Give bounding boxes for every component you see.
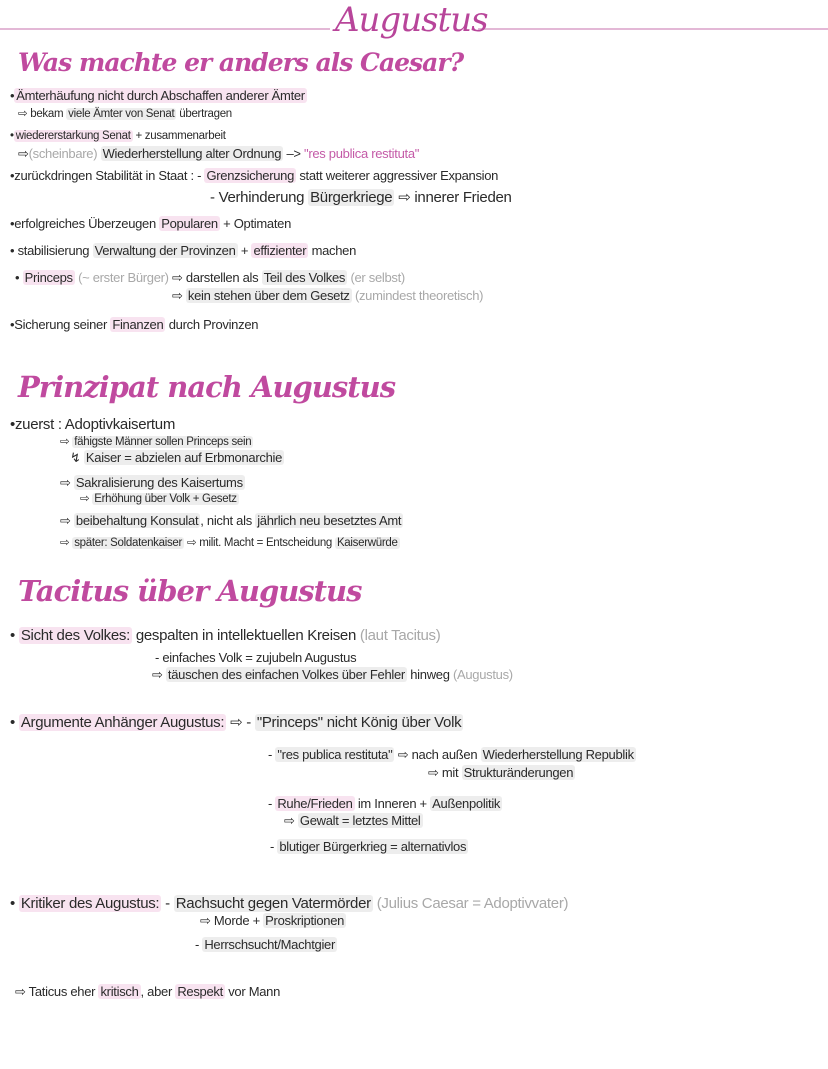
note-text: •: [10, 714, 19, 731]
note-text: , aber: [140, 984, 176, 999]
highlighted-text: wiedererstarkung Senat: [15, 130, 131, 142]
note-text: -: [270, 839, 278, 854]
note-text: im Inneren +: [354, 796, 431, 811]
note-text: - Verhinderung: [210, 189, 309, 206]
note-line: [268, 796, 502, 811]
highlighted-text: Außenpolitik: [432, 796, 501, 811]
note-line: [18, 146, 419, 162]
highlighted-text: "res publica restituta": [277, 747, 393, 762]
note-line: [10, 130, 226, 142]
note-line: [10, 713, 463, 731]
note-line: [10, 216, 291, 231]
highlighted-text: täuschen des einfachen Volkes über Fehler: [167, 667, 405, 682]
note-text: -: [161, 895, 174, 912]
note-text: ⇨ milit. Macht = Entscheidung: [184, 537, 335, 549]
highlighted-text: Ruhe/Frieden: [277, 796, 353, 811]
note-text: ⇨: [152, 667, 166, 682]
highlighted-text: beibehaltung Konsulat: [75, 513, 199, 528]
note-line: [15, 270, 405, 286]
highlighted-text: Proskriptionen: [265, 913, 345, 928]
note-text: •zuerst :: [10, 416, 65, 433]
highlighted-text: "Princeps" nicht König über Volk: [256, 714, 462, 731]
note-line: [195, 937, 337, 952]
note-line: [60, 535, 400, 549]
title-rule-left: [0, 28, 330, 30]
highlighted-text: Kaiser = abzielen auf Erbmonarchie: [85, 450, 283, 465]
note-text: ⇨: [60, 537, 73, 549]
highlighted-text: Princeps: [24, 270, 73, 285]
note-text: "res publica restituta": [304, 146, 420, 161]
note-text: ⇨: [60, 475, 74, 490]
note-text: •: [10, 895, 19, 912]
highlighted-text: später: Soldatenkaiser: [74, 537, 183, 549]
highlighted-text: Grenzsicherung: [206, 168, 295, 183]
highlighted-text: Wiederherstellung alter Ordnung: [102, 146, 282, 161]
note-text: –>: [283, 146, 305, 161]
note-text: ⇨ -: [226, 714, 255, 731]
note-line: [18, 106, 232, 120]
highlighted-text: jährlich neu besetztes Amt: [257, 513, 402, 528]
aside-text: (~ erster Bürger): [74, 270, 173, 285]
note-line: [60, 513, 403, 529]
title-rule-right: [478, 28, 828, 30]
highlighted-text: Finanzen: [112, 317, 164, 332]
highlighted-text: effizienter: [253, 243, 307, 258]
note-text: statt weiterer aggressiver Expansion: [296, 168, 499, 183]
section-heading-prinzipat: Prinzipat nach Augustus: [18, 370, 396, 404]
note-text: vor Mann: [224, 984, 281, 999]
note-text: ⇨: [80, 493, 93, 505]
note-line: [428, 765, 575, 781]
note-text: + zusammenarbeit: [132, 130, 226, 142]
highlighted-text: Verwaltung der Provinzen: [94, 243, 236, 258]
note-line: [10, 895, 568, 912]
highlighted-text: Gewalt = letztes Mittel: [299, 813, 421, 828]
highlighted-text: Sakralisierung des Kaisertums: [75, 475, 243, 490]
note-text: , nicht als: [200, 513, 256, 528]
highlighted-text: Wiederherstellung Republik: [482, 747, 634, 762]
highlighted-text: Erhöhung über Volk + Gesetz: [94, 493, 237, 505]
note-text: ⇨: [60, 436, 73, 448]
note-text: ⇨ Morde +: [200, 913, 264, 928]
note-text: • stabilisierung: [10, 243, 93, 258]
note-text: + Optimaten: [219, 216, 292, 231]
note-line: [152, 667, 513, 683]
note-line: [80, 491, 239, 505]
note-line: [284, 813, 423, 829]
aside-text: (Julius Caesar = Adoptivvater): [372, 895, 569, 912]
note-line: [10, 317, 258, 332]
note-line: [155, 650, 356, 665]
note-text: hinweg: [406, 667, 453, 682]
aside-text: (laut Tacitus): [359, 627, 441, 644]
note-text: ⇨: [18, 146, 29, 161]
note-text: +: [237, 243, 252, 258]
highlighted-text: Popularen: [161, 216, 218, 231]
highlighted-text: Kaiserwürde: [336, 537, 398, 549]
highlighted-text: Strukturänderungen: [463, 765, 574, 780]
highlighted-text: Kritiker des Augustus:: [20, 895, 160, 912]
page-title: Augustus: [335, 0, 488, 40]
note-line: [268, 747, 636, 763]
note-text: -: [268, 747, 276, 762]
note-line: [10, 243, 356, 258]
note-line: [10, 627, 440, 644]
highlighted-text: Sicht des Volkes:: [20, 627, 130, 644]
note-text: •: [15, 270, 23, 285]
note-text: übertragen: [176, 108, 232, 120]
note-text: •: [10, 627, 19, 644]
note-text: •: [10, 130, 14, 142]
highlighted-text: fähigste Männer sollen Princeps sein: [74, 436, 252, 448]
note-text: •Sicherung seiner: [10, 317, 111, 332]
note-text: durch Provinzen: [165, 317, 259, 332]
note-text: Adoptivkaisertum: [64, 416, 176, 433]
highlighted-text: kritisch: [100, 984, 139, 999]
note-text: ⇨ innerer Frieden: [394, 189, 512, 206]
note-line: [15, 984, 280, 1000]
aside-text: (er selbst): [347, 270, 405, 285]
note-text: ⇨: [172, 288, 186, 303]
highlighted-text: Argumente Anhänger Augustus:: [20, 714, 225, 731]
highlighted-text: Rachsucht gegen Vatermörder: [175, 895, 371, 912]
note-text: ⇨ bekam: [18, 108, 67, 120]
note-line: [60, 434, 253, 448]
note-line: [10, 88, 307, 103]
note-text: machen: [308, 243, 357, 258]
highlighted-text: Ämterhäufung nicht durch Abschaffen anderer Ämter: [16, 88, 305, 103]
note-line: [210, 188, 512, 206]
note-text: ↯: [70, 450, 84, 465]
highlighted-text: kein stehen über dem Gesetz: [187, 288, 350, 303]
note-line: [10, 416, 175, 433]
note-line: [270, 839, 468, 854]
note-text: ⇨: [284, 813, 298, 828]
section-heading-caesar: Was machte er anders als Caesar?: [18, 48, 464, 77]
note-text: ⇨ nach außen: [394, 747, 481, 762]
note-text: •erfolgreiches Überzeugen: [10, 216, 160, 231]
note-text: -: [195, 937, 203, 952]
note-text: ⇨ darstellen als: [172, 270, 262, 285]
note-text: ⇨ mit: [428, 765, 462, 780]
note-line: [10, 168, 498, 183]
note-text: •zurückdringen Stabilität in Staat : -: [10, 168, 205, 183]
note-text: •: [10, 88, 15, 103]
note-line: [70, 450, 284, 466]
aside-text: (scheinbare): [28, 146, 101, 161]
highlighted-text: Teil des Volkes: [263, 270, 346, 285]
aside-text: (Augustus): [452, 667, 513, 682]
note-text: gespalten in intellektuellen Kreisen: [131, 627, 360, 644]
note-text: ⇨: [60, 513, 74, 528]
highlighted-text: Respekt: [177, 984, 223, 999]
aside-text: (zumindest theoretisch): [351, 288, 484, 303]
section-heading-tacitus: Tacitus über Augustus: [18, 574, 362, 608]
highlighted-text: blutiger Bürgerkrieg = alternativlos: [279, 839, 467, 854]
note-text: - einfaches Volk = zujubeln Augustus: [155, 650, 357, 665]
note-line: [200, 913, 346, 929]
note-text: -: [268, 796, 276, 811]
highlighted-text: Herrschsucht/Machtgier: [204, 937, 336, 952]
highlighted-text: Bürgerkriege: [310, 189, 393, 206]
highlighted-text: viele Ämter von Senat: [68, 108, 175, 120]
note-line: [172, 288, 483, 304]
note-line: [60, 475, 245, 491]
note-text: ⇨ Taticus eher: [15, 984, 99, 999]
